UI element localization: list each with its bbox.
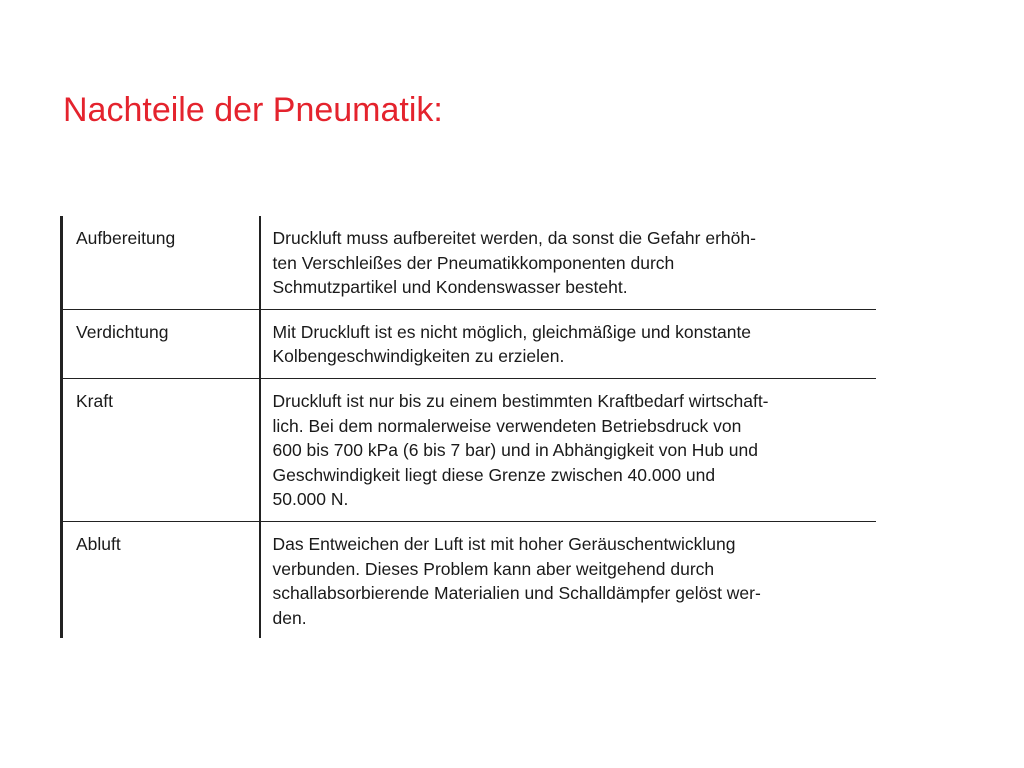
disadvantages-table-wrapper [60, 216, 874, 638]
table-row [62, 378, 876, 521]
description-cell [260, 309, 876, 378]
term-cell: Aufbereitung [62, 216, 260, 309]
table-row [62, 521, 876, 638]
description-line: verbunden. Dieses Problem kann aber weitgehend durch [272, 558, 715, 579]
description-line: Druckluft ist nur bis zu einem bestimmten Kraftbedarf wirtschaft- [272, 390, 769, 411]
description-line: 600 bis 700 kPa (6 bis 7 bar) und in Abhängigkeit von Hub und [272, 440, 758, 461]
description-line: ten Verschleißes der Pneumatikkomponenten durch [272, 252, 675, 273]
term-cell: Kraft [62, 378, 260, 521]
term-cell: Abluft [62, 521, 260, 638]
description-line: den. [272, 607, 307, 628]
slide-title: Nachteile der Pneumatik: [63, 91, 443, 129]
table-row [62, 216, 876, 309]
description-line: Schmutzpartikel und Kondenswasser besteht. [272, 277, 628, 298]
description-cell [260, 216, 876, 309]
description-line: Das Entweichen der Luft ist mit hoher Geräuschentwicklung [272, 533, 736, 554]
description-line: schallabsorbierende Materialien und Schalldämpfer gelöst wer- [272, 583, 761, 604]
description-line: Geschwindigkeit liegt diese Grenze zwischen 40.000 und [272, 464, 716, 485]
description-line: 50.000 N. [272, 489, 349, 510]
description-cell [260, 378, 876, 521]
table-row [62, 309, 876, 378]
term-cell: Verdichtung [62, 309, 260, 378]
disadvantages-table [60, 216, 876, 638]
description-cell [260, 521, 876, 638]
description-line: lich. Bei dem normalerweise verwendeten Betriebsdruck von [272, 415, 742, 436]
description-line: Kolbengeschwindigkeiten zu erzielen. [272, 346, 565, 367]
description-line: Druckluft muss aufbereitet werden, da sonst die Gefahr erhöh- [272, 228, 756, 248]
description-line: Mit Druckluft ist es nicht möglich, gleichmäßige und konstante [272, 321, 752, 342]
